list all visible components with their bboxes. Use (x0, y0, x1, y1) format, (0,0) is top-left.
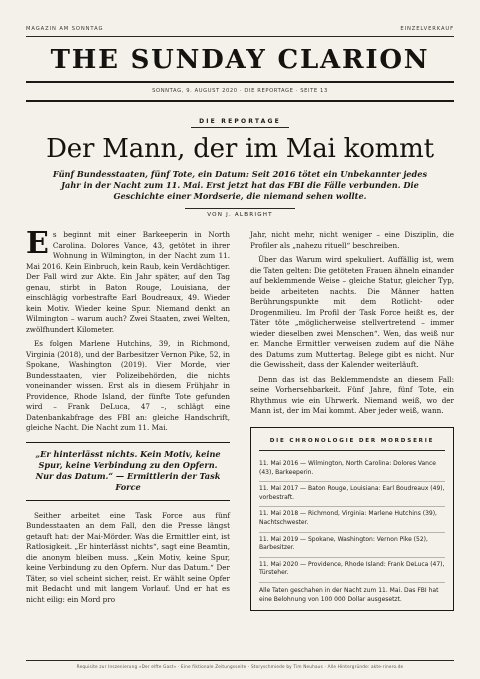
paragraph: Es folgen Marlene Hutchins, 39, in Richmond, Virginia (2018), und der Barbesitzer Vernon Pike, 52, in Spokane, Washington (2019). Vier Morde, vier Bundesstaaten, vier Polizeibehörden, die nichts voneinander wissen. Erst als in diesem Frühjahr in Providence, Rhode Island, der fünfte Tote gefunden wird – Frank DeLuca, 47 –, schlägt eine Datenbankabfrage des FBI an: gleiche Handschrift, gleiche Nacht. Die Nacht zum 11. Mai. (26, 339, 230, 432)
footer: Requisite zur Inszenierung »Der elfte Gast« · Eine fiktionale Zeitungsseite · Storyschmiede by Tim Neuhaus · Alle Hintergründe: akte-rinero.de (26, 660, 454, 669)
top-line (26, 26, 454, 32)
article-columns (26, 226, 454, 611)
chronology-entry: 11. Mai 2016 — Wilmington, North Carolina: Dolores Vance (43), Barkeeperin. (259, 457, 445, 482)
chronology-entry: 11. Mai 2020 — Providence, Rhode Island: Frank DeLuca (47), Türsteher. (259, 558, 445, 583)
chronology-entry: 11. Mai 2017 — Baton Rouge, Louisiana: Earl Boudreaux (49), vorbestraft. (259, 482, 445, 507)
price-label: EINZELVERKAUF (400, 26, 454, 32)
headline: Der Mann, der im Mai kommt (46, 134, 434, 164)
byline (26, 208, 454, 218)
paragraph: Über das Warum wird spekuliert. Auffällig ist, wem die Taten gelten: Die getöteten Frauen ähneln einander auf beklemmende Weise – gleiche Statur, gleicher Typ, beide arbeiteten nachts. Die Männer hatten Berührungspunkte mit dem Rotlicht- oder Drogenmilieu. Im Profil der Task Force heißt es, der Täter töte „möglicherweise stellvertretend – immer wieder dieselben zwei Menschen“. Wen, das weiß nur er. Manche Ermittler verweisen zudem auf die Nähe des Datums zum Muttertag. Belege gibt es nicht. Nur die Gewissheit, dass der Kalender weiterläuft. (250, 255, 454, 369)
paragraph-text: s beginnt mit einer Barkeeperin in North Carolina. Dolores Vance, 43, getötet in ihrer Wohnung in Wilmington, in der Nacht zum 11. Mai 2016. Kein Einbruch, kein Raub, kein Verdächtiger. Der Fall wird zur Akte. Ein Jahr später, auf den Tag genau, stirbt in Baton Rouge, Louisiana, der einschlägig vorbestrafte Earl Boudreaux, 49. Wieder kein Motiv. Wieder keine Spur. Niemand denkt an Wilmington – warum auch? Zwei Staaten, zwei Welten, zwölfhundert Kilometer. (26, 230, 230, 334)
kicker (26, 118, 454, 128)
dateline-rule (26, 100, 454, 102)
pull-quote: „Er hinterlässt nichts. Kein Motiv, keine Spur, keine Verbindung zu den Opfern. Nur das Datum.“ — Ermittlerin der Task Force (26, 442, 230, 501)
deck: Fünf Bundesstaaten, fünf Tote, ein Datum: Seit 2016 tötet ein Unbekannter jedes Jahr in der Nacht zum 11. Mai. Erst jetzt hat das FBI die Fälle verbunden. Die Geschichte einer Mordserie, die niemand sehen wollte. (52, 169, 428, 201)
paragraph (26, 226, 230, 335)
masthead-rule (26, 81, 454, 83)
section-label: MAGAZIN AM SONNTAG (26, 26, 104, 32)
masthead: THE SUNDAY CLARION (50, 45, 430, 75)
dateline: SONNTAG, 9. AUGUST 2020 · DIE REPORTAGE · SEITE 13 (152, 88, 328, 94)
top-rule (26, 36, 454, 37)
byline-text: VON J. ALBRIGHT (185, 208, 295, 218)
dropcap: E (26, 226, 49, 261)
paragraph: Denn das ist das Beklemmendste an diesem Fall: seine Vorhersehbarkeit. Fünf Jahre, fünf Tote, ein Rhythmus wie ein Uhrwerk. Niemand weiß, wo der Mann ist, der im Mai kommt. Aber jeder weiß, wann. (250, 374, 454, 415)
chronology-box (250, 427, 454, 612)
chronology-entry: 11. Mai 2019 — Spokane, Washington: Vernon Pike (52), Barbesitzer. (259, 533, 445, 558)
chronology-entry: 11. Mai 2018 — Richmond, Virginia: Marlene Hutchins (39), Nachtschwester. (259, 507, 445, 532)
chronology-note: Alle Taten geschahen in der Nacht zum 11. Mai. Das FBI hat eine Belohnung von 100 000 Dollar ausgesetzt. (259, 586, 439, 603)
paragraph: Jahr, nicht mehr, nicht weniger – eine Disziplin, die Profiler als „nahezu rituell“ beschreiben. (250, 230, 454, 250)
left-column (26, 226, 230, 611)
right-column (250, 230, 454, 611)
chronology-title: DIE CHRONOLOGIE DER MORDSERIE (259, 436, 445, 452)
kicker-text: DIE REPORTAGE (191, 118, 289, 128)
paragraph: Seither arbeitet eine Task Force aus fünf Bundesstaaten an dem Fall, den die Presse längst getauft hat: der Mai-Mörder. Was die Ermittler eint, ist Ratlosigkeit. „Er hinterlässt nichts“, sagt eine Beamtin, die anonym bleiben muss. „Kein Motiv, keine Spur, keine Verbindung zu den Opfern. Nur das Datum.“ Der Täter, so viel scheint sicher, reist. Er wählt seine Opfer mit Bedacht und mit langem Vorlauf. Und er hat es nicht eilig: ein Mord pro (26, 510, 230, 604)
